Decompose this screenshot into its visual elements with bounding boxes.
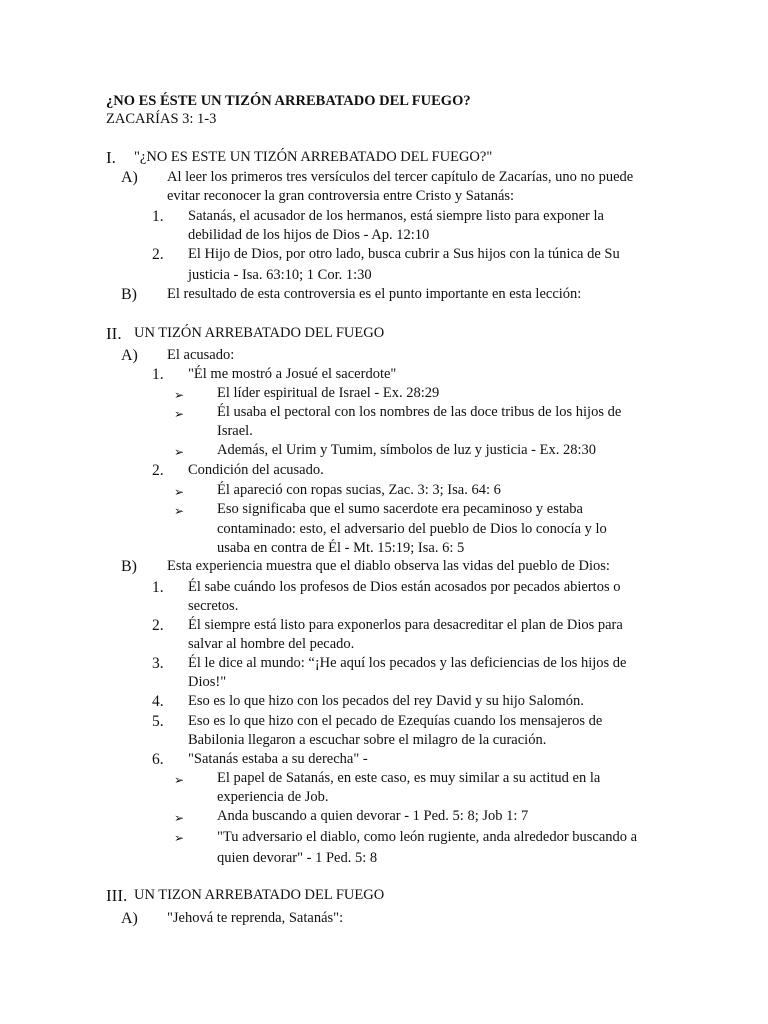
item-text: Eso significaba que el sumo sacerdote era pecaminoso y estaba contaminado: esto, el adversario del pueblo de Dios lo conocía y lo usaba en contra de Él - Mt. 15:19; Isa. 6: 5: [217, 501, 607, 556]
item-text: El papel de Satanás, en este caso, es muy similar a su actitud en la experiencia de Job.: [217, 770, 601, 805]
item-text: Eso es lo que hizo con el pecado de Ezequías cuando los mensajeros de Babilonia llegaron a escuchar sobre el milagro de la curación.: [188, 713, 603, 748]
section-numeral: II.: [106, 324, 122, 343]
numbered-item: [152, 712, 648, 750]
item-letter: A): [121, 347, 138, 364]
letter-item: [121, 168, 667, 206]
section-title: UN TIZÓN ARREBATADO DEL FUEGO: [134, 325, 385, 341]
item-text: Al leer los primeros tres versículos del tercer capítulo de Zacarías, uno no puede evitar reconocer la gran controversia entre Cristo y Satanás:: [167, 169, 634, 204]
item-number: 3.: [152, 655, 164, 672]
item-letter: B): [121, 558, 137, 575]
numbered-item: [152, 750, 648, 769]
bullet-item: [174, 441, 642, 462]
numbered-item: [152, 461, 648, 480]
item-text: El resultado de esta controversia es el punto importante en esta lección:: [167, 286, 582, 302]
item-text: "Tu adversario el diablo, como león rugiente, anda alrededor buscando a quien devorar" - 1 Ped. 5: 8: [217, 829, 638, 866]
section-title: UN TIZON ARREBATADO DEL FUEGO: [134, 887, 385, 903]
arrowhead-icon: ➢: [174, 811, 185, 825]
section-heading: [106, 148, 492, 167]
arrowhead-icon: ➢: [174, 445, 185, 459]
numbered-item: [152, 578, 648, 616]
item-number: 2.: [152, 246, 164, 263]
section-numeral: I.: [106, 148, 116, 167]
numbered-item: [152, 365, 648, 384]
item-text: Anda buscando a quien devorar - 1 Ped. 5: 8; Job 1: 7: [217, 808, 529, 824]
item-number: 6.: [152, 751, 164, 768]
bullet-item: [174, 769, 642, 807]
document-title: ¿NO ES ÉSTE UN TIZÓN ARREBATADO DEL FUEGO?: [106, 93, 471, 109]
arrowhead-icon: ➢: [174, 485, 185, 499]
document-subtitle: ZACARÍAS 3: 1-3: [106, 111, 217, 127]
item-number: 1.: [152, 208, 164, 225]
bullet-item: [174, 384, 642, 405]
item-text: Eso es lo que hizo con los pecados del rey David y su hijo Salomón.: [188, 693, 584, 709]
letter-item: [121, 909, 687, 928]
item-text: El acusado:: [167, 347, 235, 363]
section-numeral: III.: [106, 886, 128, 905]
item-letter: A): [121, 169, 138, 186]
item-text: El líder espiritual de Israel - Ex. 28:29: [217, 385, 440, 401]
numbered-item: [152, 692, 648, 711]
numbered-item: [152, 654, 648, 692]
letter-item: [121, 346, 687, 365]
item-number: 5.: [152, 713, 164, 730]
item-text: "Jehová te reprenda, Satanás":: [167, 910, 344, 926]
item-number: 2.: [152, 617, 164, 634]
item-text: "Él me mostró a Josué el sacerdote": [188, 366, 397, 382]
bullet-item: [174, 403, 642, 441]
item-letter: B): [121, 286, 137, 303]
arrowhead-icon: ➢: [174, 407, 185, 421]
numbered-item: [152, 207, 638, 245]
item-text: "Satanás estaba a su derecha" -: [188, 751, 368, 767]
item-text: El Hijo de Dios, por otro lado, busca cubrir a Sus hijos con la túnica de Su justicia - Isa. 63:10; 1 Cor. 1:30: [188, 246, 620, 283]
arrowhead-icon: ➢: [174, 388, 185, 402]
item-number: 1.: [152, 366, 164, 383]
arrowhead-icon: ➢: [174, 504, 185, 518]
item-text: Él usaba el pectoral con los nombres de las doce tribus de los hijos de Israel.: [217, 404, 622, 439]
item-text: Él le dice al mundo: “¡He aquí los pecados y las deficiencias de los hijos de Dios!": [188, 655, 627, 690]
item-text: Satanás, el acusador de los hermanos, está siempre listo para exponer la debilidad de los hijos de Dios - Ap. 12:10: [188, 208, 604, 243]
item-text: Él apareció con ropas sucias, Zac. 3: 3; Isa. 64: 6: [217, 482, 501, 498]
letter-item: [121, 557, 687, 576]
item-text: Él sabe cuándo los profesos de Dios están acosados por pecados abiertos o secretos.: [188, 579, 621, 614]
item-text: Él siempre está listo para exponerlos para desacreditar el plan de Dios para salvar al hombre del pecado.: [188, 617, 623, 652]
bullet-item: [174, 481, 642, 502]
item-number: 2.: [152, 462, 164, 479]
item-text: Esta experiencia muestra que el diablo observa las vidas del pueblo de Dios:: [167, 558, 610, 574]
bullet-item: [174, 807, 642, 828]
arrowhead-icon: ➢: [174, 831, 185, 845]
bullet-item: [174, 500, 642, 559]
arrowhead-icon: ➢: [174, 773, 185, 787]
item-letter: A): [121, 910, 138, 927]
section-heading: [106, 886, 384, 905]
item-number: 4.: [152, 693, 164, 710]
bullet-item: [174, 827, 642, 869]
item-text: Condición del acusado.: [188, 462, 324, 478]
item-number: 1.: [152, 579, 164, 596]
numbered-item: [152, 616, 648, 654]
section-heading: [106, 324, 384, 343]
section-title: "¿NO ES ESTE UN TIZÓN ARREBATADO DEL FUEGO?": [134, 149, 493, 165]
item-text: Además, el Urim y Tumim, símbolos de luz y justicia - Ex. 28:30: [217, 442, 596, 458]
letter-item: [121, 285, 687, 304]
numbered-item: [152, 244, 638, 286]
